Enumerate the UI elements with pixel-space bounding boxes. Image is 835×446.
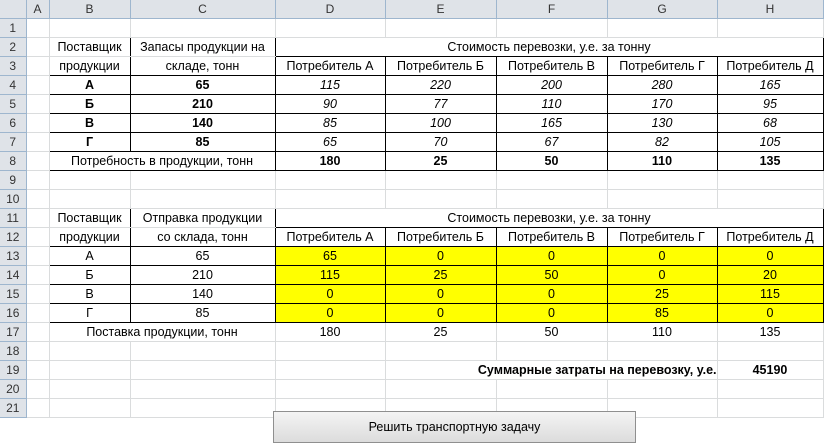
row-header-1[interactable]: 1	[0, 19, 26, 38]
cell[interactable]	[275, 361, 385, 380]
t1-consumer-g[interactable]: Потребитель Г	[607, 57, 717, 76]
row-header-15[interactable]: 15	[0, 285, 26, 304]
row-header-14[interactable]: 14	[0, 266, 26, 285]
cell[interactable]	[130, 19, 275, 38]
cell[interactable]	[26, 399, 49, 418]
cell[interactable]	[49, 380, 130, 399]
t2-plan-cell[interactable]: 115	[275, 266, 385, 285]
t1-cost[interactable]: 67	[496, 133, 607, 152]
cell[interactable]	[607, 342, 717, 361]
row-header-13[interactable]: 13	[0, 247, 26, 266]
cell[interactable]	[385, 19, 496, 38]
t1-cost[interactable]: 200	[496, 76, 607, 95]
cell[interactable]	[49, 171, 130, 190]
t2-plan-cell[interactable]: 0	[385, 285, 496, 304]
t1-cost-header[interactable]: Стоимость перевозки, у.е. за тонну	[275, 38, 823, 57]
cell[interactable]	[607, 19, 717, 38]
t1-cost[interactable]: 77	[385, 95, 496, 114]
t1-cost[interactable]: 95	[717, 95, 823, 114]
cell[interactable]	[26, 380, 49, 399]
t1-demand[interactable]: 25	[385, 152, 496, 171]
t1-cost[interactable]: 105	[717, 133, 823, 152]
cell[interactable]	[275, 190, 385, 209]
cell[interactable]	[607, 380, 717, 399]
cell[interactable]	[26, 323, 49, 342]
cell[interactable]	[130, 171, 275, 190]
t2-plan-cell[interactable]: 65	[275, 247, 385, 266]
cell[interactable]	[607, 171, 717, 190]
row-header-11[interactable]: 11	[0, 209, 26, 228]
row-header-7[interactable]: 7	[0, 133, 26, 152]
cell[interactable]	[26, 38, 49, 57]
t1-cost[interactable]: 100	[385, 114, 496, 133]
cell[interactable]	[717, 190, 823, 209]
row-header-10[interactable]: 10	[0, 190, 26, 209]
t2-consumer-d[interactable]: Потребитель Д	[717, 228, 823, 247]
t2-plan-cell[interactable]: 0	[496, 285, 607, 304]
row-header-21[interactable]: 21	[0, 399, 26, 418]
row-header-12[interactable]: 12	[0, 228, 26, 247]
t2-cost-header[interactable]: Стоимость перевозки, у.е. за тонну	[275, 209, 823, 228]
t2-delivery[interactable]: 25	[385, 323, 496, 342]
cell[interactable]	[26, 209, 49, 228]
cell[interactable]	[275, 380, 385, 399]
t2-delivery[interactable]: 180	[275, 323, 385, 342]
t1-cost[interactable]: 115	[275, 76, 385, 95]
row-header-4[interactable]: 4	[0, 76, 26, 95]
t2-plan-cell[interactable]: 0	[275, 285, 385, 304]
t1-demand-label[interactable]: Потребность в продукции, тонн	[49, 152, 275, 171]
t2-shipment-header-2[interactable]: со склада, тонн	[130, 228, 275, 247]
t2-plan-cell[interactable]: 0	[385, 304, 496, 323]
row-header-19[interactable]: 19	[0, 361, 26, 380]
t2-plan-cell[interactable]: 0	[607, 266, 717, 285]
t1-supplier-header-1[interactable]: Поставщик	[49, 38, 130, 57]
t2-delivery[interactable]: 50	[496, 323, 607, 342]
t1-supplier[interactable]: А	[49, 76, 130, 95]
cell[interactable]	[26, 285, 49, 304]
cell[interactable]	[717, 399, 823, 418]
t1-cost[interactable]: 82	[607, 133, 717, 152]
t2-supplier-header-1[interactable]: Поставщик	[49, 209, 130, 228]
t2-supplier[interactable]: В	[49, 285, 130, 304]
t2-consumer-v[interactable]: Потребитель В	[496, 228, 607, 247]
t1-cost[interactable]: 130	[607, 114, 717, 133]
t2-plan-cell[interactable]: 0	[717, 247, 823, 266]
cell[interactable]	[26, 304, 49, 323]
t2-plan-cell[interactable]: 0	[607, 247, 717, 266]
cell[interactable]	[385, 380, 496, 399]
cell[interactable]	[130, 342, 275, 361]
t1-consumer-d[interactable]: Потребитель Д	[717, 57, 823, 76]
cell[interactable]	[275, 342, 385, 361]
cell[interactable]	[49, 19, 130, 38]
t1-cost[interactable]: 170	[607, 95, 717, 114]
row-header-6[interactable]: 6	[0, 114, 26, 133]
select-all-corner[interactable]	[0, 0, 26, 19]
t1-cost[interactable]: 85	[275, 114, 385, 133]
cell[interactable]	[26, 342, 49, 361]
cell[interactable]	[26, 133, 49, 152]
column-header-f[interactable]: F	[496, 0, 607, 19]
t2-delivery[interactable]: 110	[607, 323, 717, 342]
cell[interactable]	[275, 171, 385, 190]
t2-shipment-header-1[interactable]: Отправка продукции	[130, 209, 275, 228]
t1-cost[interactable]: 165	[496, 114, 607, 133]
row-header-18[interactable]: 18	[0, 342, 26, 361]
t2-consumer-b[interactable]: Потребитель Б	[385, 228, 496, 247]
cell[interactable]	[26, 57, 49, 76]
t2-consumer-a[interactable]: Потребитель А	[275, 228, 385, 247]
t2-delivery[interactable]: 135	[717, 323, 823, 342]
cell[interactable]	[496, 190, 607, 209]
t1-demand[interactable]: 50	[496, 152, 607, 171]
cell[interactable]	[496, 171, 607, 190]
t1-cost[interactable]: 68	[717, 114, 823, 133]
cell[interactable]	[496, 342, 607, 361]
t1-cost[interactable]: 65	[275, 133, 385, 152]
t2-plan-cell[interactable]: 0	[496, 304, 607, 323]
cell[interactable]	[130, 361, 275, 380]
row-header-8[interactable]: 8	[0, 152, 26, 171]
cell[interactable]	[26, 95, 49, 114]
column-header-d[interactable]: D	[275, 0, 385, 19]
t1-consumer-b[interactable]: Потребитель Б	[385, 57, 496, 76]
cell[interactable]	[26, 114, 49, 133]
column-header-g[interactable]: G	[607, 0, 717, 19]
t1-demand[interactable]: 135	[717, 152, 823, 171]
cell[interactable]	[607, 190, 717, 209]
t1-stock[interactable]: 140	[130, 114, 275, 133]
t1-demand[interactable]: 180	[275, 152, 385, 171]
row-header-17[interactable]: 17	[0, 323, 26, 342]
cell[interactable]	[26, 76, 49, 95]
cell[interactable]	[26, 266, 49, 285]
cell[interactable]	[385, 171, 496, 190]
t1-supplier[interactable]: Б	[49, 95, 130, 114]
cell[interactable]	[26, 152, 49, 171]
t2-supplier-header-2[interactable]: продукции	[49, 228, 130, 247]
row-header-16[interactable]: 16	[0, 304, 26, 323]
row-header-5[interactable]: 5	[0, 95, 26, 114]
cell[interactable]	[717, 342, 823, 361]
cell[interactable]	[496, 380, 607, 399]
t1-consumer-v[interactable]: Потребитель В	[496, 57, 607, 76]
cell[interactable]	[130, 380, 275, 399]
cell[interactable]	[717, 171, 823, 190]
cell[interactable]	[49, 399, 130, 418]
t2-supplier[interactable]: Г	[49, 304, 130, 323]
cell[interactable]	[130, 399, 275, 418]
t1-cost[interactable]: 90	[275, 95, 385, 114]
cell[interactable]	[26, 361, 49, 380]
total-cost-value[interactable]: 45190	[717, 361, 823, 380]
t1-cost[interactable]: 165	[717, 76, 823, 95]
t2-shipped[interactable]: 85	[130, 304, 275, 323]
cell[interactable]	[717, 380, 823, 399]
t2-plan-cell[interactable]: 20	[717, 266, 823, 285]
t2-plan-cell[interactable]: 0	[385, 247, 496, 266]
t1-demand[interactable]: 110	[607, 152, 717, 171]
row-header-2[interactable]: 2	[0, 38, 26, 57]
column-header-b[interactable]: B	[49, 0, 130, 19]
cell[interactable]	[275, 19, 385, 38]
t1-cost[interactable]: 220	[385, 76, 496, 95]
cell[interactable]	[26, 171, 49, 190]
t2-plan-cell[interactable]: 85	[607, 304, 717, 323]
t1-supplier[interactable]: В	[49, 114, 130, 133]
t2-plan-cell[interactable]: 0	[717, 304, 823, 323]
t2-plan-cell[interactable]: 50	[496, 266, 607, 285]
t2-plan-cell[interactable]: 25	[385, 266, 496, 285]
t1-supplier-header-2[interactable]: продукции	[49, 57, 130, 76]
t2-plan-cell[interactable]: 115	[717, 285, 823, 304]
cell[interactable]	[26, 190, 49, 209]
t1-stock[interactable]: 85	[130, 133, 275, 152]
cell[interactable]	[717, 19, 823, 38]
cell[interactable]	[385, 342, 496, 361]
cell[interactable]	[49, 190, 130, 209]
cell[interactable]	[26, 247, 49, 266]
t2-shipped[interactable]: 65	[130, 247, 275, 266]
column-header-e[interactable]: E	[385, 0, 496, 19]
t2-consumer-g[interactable]: Потребитель Г	[607, 228, 717, 247]
cell[interactable]	[49, 361, 130, 380]
cell[interactable]	[496, 19, 607, 38]
column-header-h[interactable]: H	[717, 0, 823, 19]
solve-transport-problem-button[interactable]: Решить транспортную задачу	[273, 411, 636, 443]
t2-shipped[interactable]: 210	[130, 266, 275, 285]
t1-stock-header-2[interactable]: складе, тонн	[130, 57, 275, 76]
t1-stock-header-1[interactable]: Запасы продукции на	[130, 38, 275, 57]
row-header-20[interactable]: 20	[0, 380, 26, 399]
t1-consumer-a[interactable]: Потребитель А	[275, 57, 385, 76]
t2-supplier[interactable]: А	[49, 247, 130, 266]
t2-plan-cell[interactable]: 0	[275, 304, 385, 323]
t2-plan-cell[interactable]: 0	[496, 247, 607, 266]
t2-plan-cell[interactable]: 25	[607, 285, 717, 304]
t1-cost[interactable]: 70	[385, 133, 496, 152]
t1-supplier[interactable]: Г	[49, 133, 130, 152]
row-header-3[interactable]: 3	[0, 57, 26, 76]
t1-stock[interactable]: 210	[130, 95, 275, 114]
t2-shipped[interactable]: 140	[130, 285, 275, 304]
column-header-a[interactable]: A	[26, 0, 49, 19]
total-cost-label[interactable]: Суммарные затраты на перевозку, у.е.	[385, 361, 717, 380]
cell[interactable]	[49, 342, 130, 361]
cell[interactable]	[130, 190, 275, 209]
cell[interactable]	[26, 228, 49, 247]
t1-cost[interactable]: 280	[607, 76, 717, 95]
t1-stock[interactable]: 65	[130, 76, 275, 95]
row-header-9[interactable]: 9	[0, 171, 26, 190]
cell[interactable]	[26, 19, 49, 38]
t2-delivery-label[interactable]: Поставка продукции, тонн	[49, 323, 275, 342]
column-header-c[interactable]: C	[130, 0, 275, 19]
t1-cost[interactable]: 110	[496, 95, 607, 114]
cell[interactable]	[385, 190, 496, 209]
t2-supplier[interactable]: Б	[49, 266, 130, 285]
